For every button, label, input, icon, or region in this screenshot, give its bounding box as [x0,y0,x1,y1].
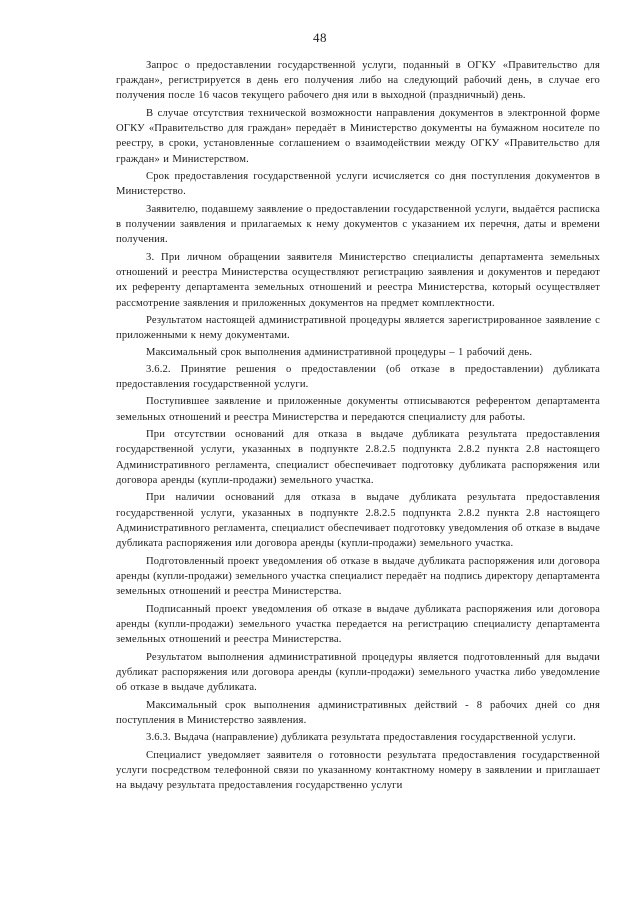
section-3-6-3-heading: 3.6.3. Выдача (направление) дубликата результата предоставления государственной услуги. [146,732,576,744]
paragraph-max-term-8-days: Максимальный срок выполнения административных действий - 8 рабочих дней со дня поступления в Министерство заявления. [116,699,600,726]
paragraph-receipt-issued: Заявителю, подавшему заявление о предоставлении государственной услуги, выдаётся расписка в получении заявления и прилагаемых к нему документов с указанием их перечня, даты и времени получения. [116,204,600,246]
section-3-6-2-heading: 3.6.2. Принятие решения о предоставлении (об отказе в предоставлении) дубликата предоставления государственной услуги. [116,363,600,390]
paragraph-personal-appeal: 3. При личном обращении заявителя Министерство специалисты департамента земельных отношений и реестра Министерства осуществляют регистрацию заявления и документов и передают их референту департамента земельных отношений и реестра Министерства, который осуществляет рассмотрение заявления и приложенных документов на предмет комплектности. [116,252,600,309]
paragraph-application-assigned: Поступившее заявление и приложенные документы отписываются референтом департамента земельных отношений и реестра Министерства и передаются специалисту для работы. [116,396,600,423]
paragraph-max-term-1-day: Максимальный срок выполнения административной процедуры – 1 рабочий день. [146,347,533,358]
paragraph-grounds-for-refusal: При наличии оснований для отказа в выдаче дубликата результата предоставления государственной услуги, указанных в подпункте 2.8.2.5 подпункта 2.8.2 пункта 2.8 настоящего Административного регламента, специалист обеспечивает подготовку уведомления об отказе в выдаче дубликата распоряжения или договора аренды (купли-продажи) земельного участка. [116,492,600,549]
paragraph-signed-notice-registration: Подписанный проект уведомления об отказе в выдаче дубликата распоряжения или договора аренды (купли-продажи) земельного участка передается на регистрацию специалисту департамента земельных отношений и реестра Министерства. [116,603,600,645]
document-body [116,58,600,796]
paragraph-request-registration: Запрос о предоставлении государственной услуги, поданный в ОГКУ «Правительство для граждан», регистрируется в день его получения либо на следующий рабочий день, в случае его получения после 16 часов текущего рабочего дня или в выходной (праздничный) день. [116,60,600,102]
paragraph-procedure-outcome: Результатом выполнения административной процедуры является подготовленный для выдачи дубликат распоряжения или договора аренды (купли-продажи) земельного участка либо уведомление об отказе в выдаче дубликата. [116,651,600,693]
paragraph-procedure-result: Результатом настоящей административной процедуры является зарегистрированное заявление с приложенными к нему документами. [116,315,600,342]
page-number: 48 [313,30,327,45]
paragraph-service-term: Срок предоставления государственной услуги исчисляется со дня поступления документов в Министерство. [116,171,600,198]
paragraph-no-technical-possibility: В случае отсутствия технической возможности направления документов в электронной форме ОГКУ «Правительство для граждан» передаёт в Министерство документы на бумажном носителе по реестру, в сроки, установленные соглашением о взаимодействии между ОГКУ «Правительство для граждан» и Министерством. [116,108,600,165]
paragraph-specialist-notifies: Специалист уведомляет заявителя о готовности результата предоставления государственной услуги посредством телефонной связи по указанному контактному номеру в заявлении и приглашает на выдачу результата предоставления государственно услуги [116,749,600,792]
paragraph-no-grounds-for-refusal: При отсутствии оснований для отказа в выдаче дубликата результата предоставления государственной услуги, указанных в подпункте 2.8.2.5 подпункта 2.8.2 пункта 2.8 настоящего Административного регламента, специалист обеспечивает подготовку дубликата распоряжения или договора аренды (купли-продажи) земельного участка. [116,429,600,486]
paragraph-draft-notice-signature: Подготовленный проект уведомления об отказе в выдаче дубликата распоряжения или договора аренды (купли-продажи) земельного участка специалист передаёт на подпись директору департамента земельных отношений и реестра Министерства. [116,555,600,597]
